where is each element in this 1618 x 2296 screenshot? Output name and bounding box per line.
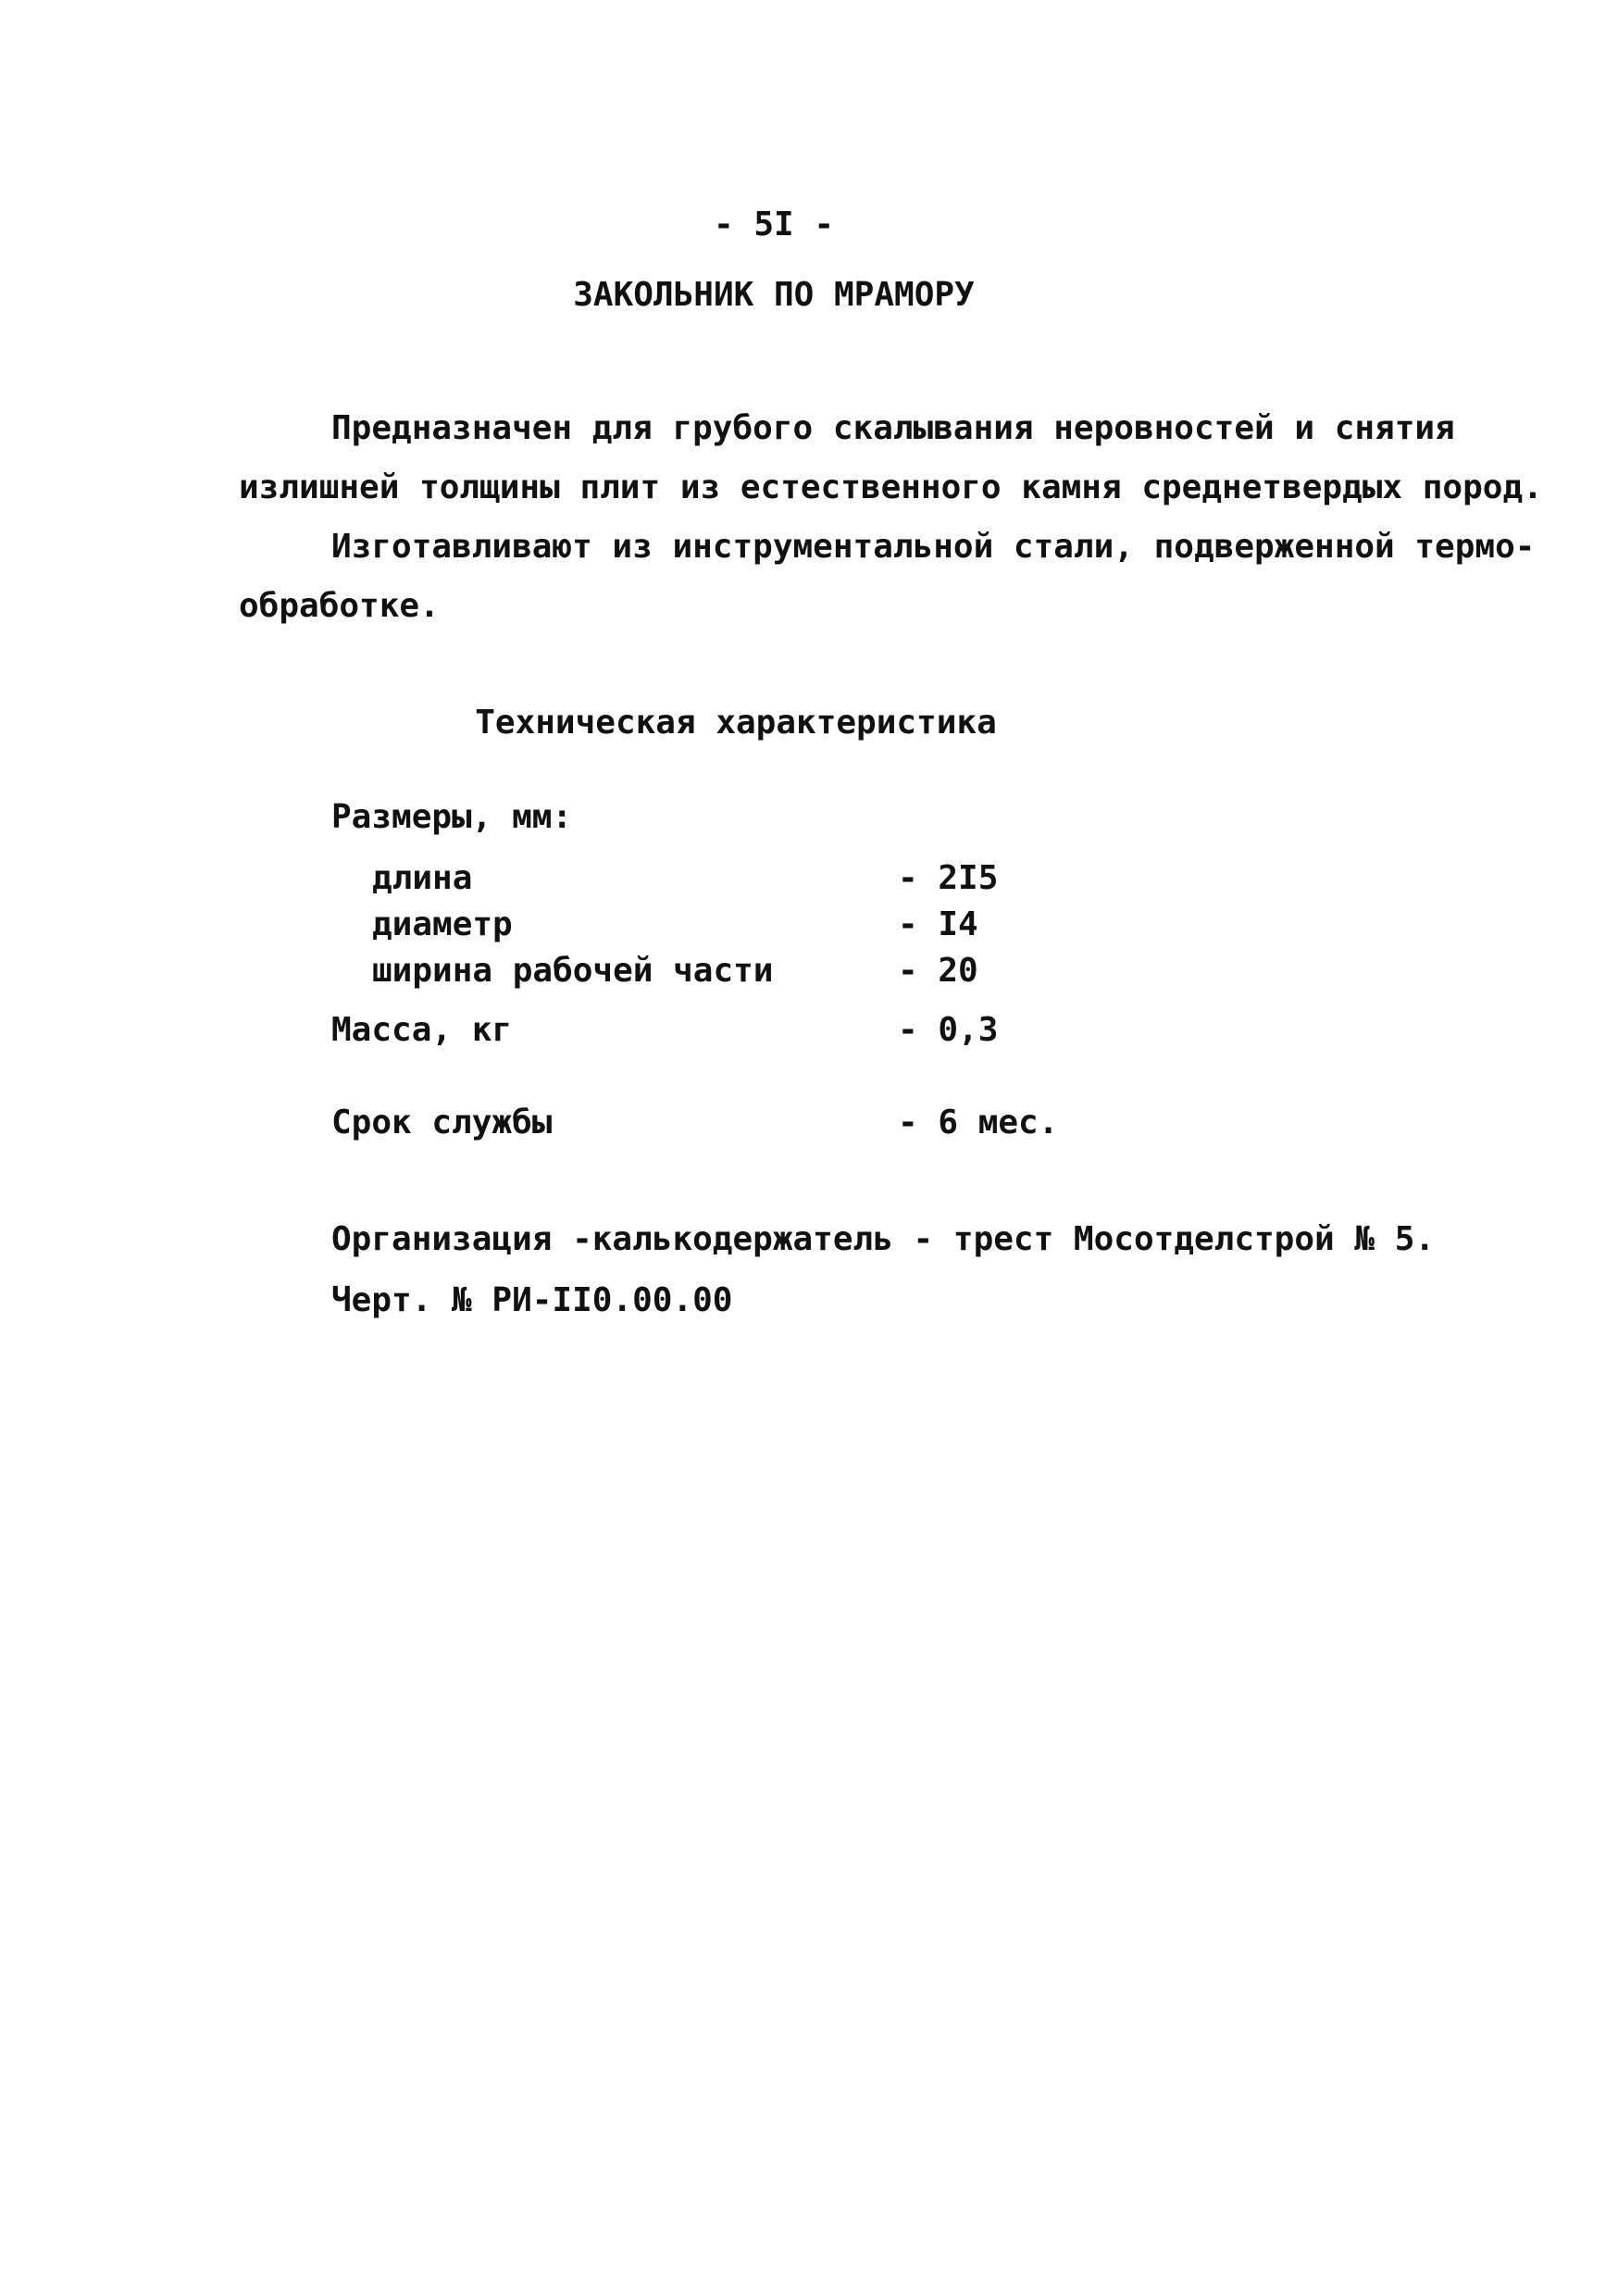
- service-life-value: - 6 мес.: [898, 1104, 1059, 1142]
- diameter-value: - I4: [898, 905, 978, 943]
- mass-value: - 0,3: [898, 1011, 999, 1049]
- description-line-1: Предназначен для грубого скалывания неровностей и снятия: [331, 409, 1455, 447]
- drawing-number: Черт. № РИ-II0.00.00: [331, 1281, 733, 1319]
- document-title: ЗАКОЛЬНИК ПО МРАМОРУ: [573, 276, 975, 314]
- specs-heading: Техническая характеристика: [475, 704, 997, 742]
- working-width-value: - 20: [898, 952, 978, 990]
- dimensions-label: Размеры, мм:: [331, 798, 573, 836]
- length-value: - 2I5: [898, 859, 999, 897]
- description-line-4: обработке.: [239, 587, 440, 625]
- description-line-3: Изготавливают из инструментальной стали, подверженной термо-: [331, 528, 1536, 566]
- organization-line: Организация -калькодержатель - трест Мосотделстрой № 5.: [331, 1220, 1436, 1258]
- diameter-label: диаметр: [372, 905, 513, 943]
- description-line-2: излишней толщины плит из естественного камня среднетвердых пород.: [239, 468, 1543, 506]
- service-life-label: Срок службы: [331, 1104, 553, 1142]
- page-number: - 5I -: [713, 206, 835, 243]
- working-width-label: ширина рабочей части: [372, 952, 774, 990]
- mass-label: Масса, кг: [331, 1011, 513, 1049]
- length-label: длина: [372, 859, 473, 897]
